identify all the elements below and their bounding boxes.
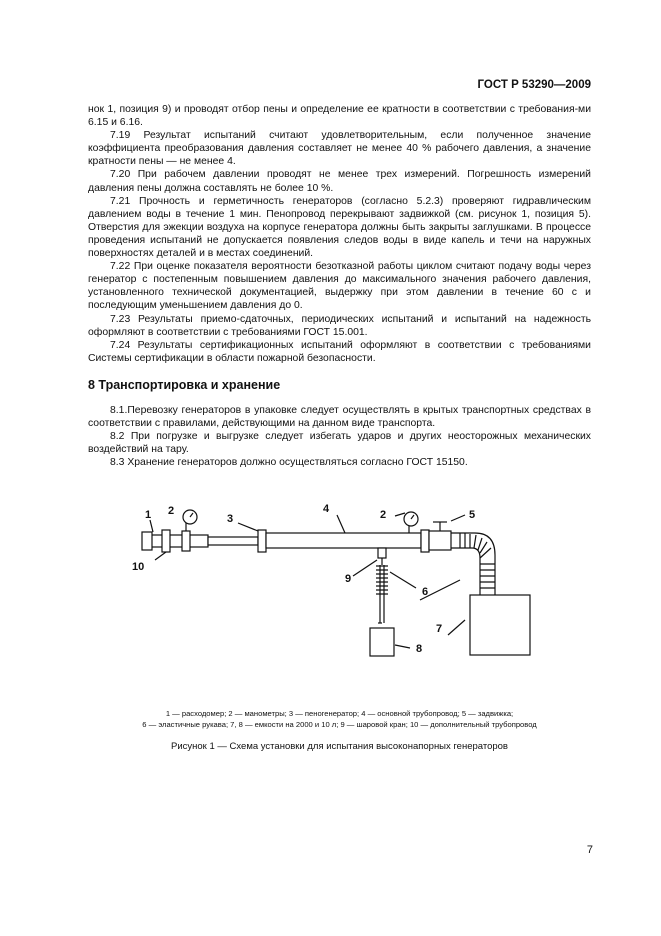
figure-label: 10 [132, 561, 145, 573]
figure-label: 6 [422, 586, 429, 598]
figure-label: 4 [323, 503, 330, 515]
document-header: ГОСТ Р 53290—2009 [477, 79, 591, 91]
paragraph: нок 1, позиция 9) и проводят отбор пены и определение ее кратности в соответствии с требования-ми 6.15 и 6.16. [88, 104, 591, 129]
figure-label: 2 [380, 509, 387, 521]
figure-label: 9 [345, 573, 352, 585]
paragraph: 8.3 Хранение генераторов должно осуществляться согласно ГОСТ 15150. [110, 457, 468, 469]
test-setup-diagram [120, 500, 540, 670]
page-number: 7 [586, 844, 593, 856]
figure-label: 3 [227, 513, 234, 525]
legend-line: 1 — расходомер; 2 — манометры; 3 — пеногенератор; 4 — основной трубопровод; 5 — задвижка; [165, 709, 514, 718]
figure-label: 8 [416, 643, 423, 655]
body-text [88, 103, 591, 469]
figure-label: 2 [168, 505, 175, 517]
paragraph: 7.23 Результаты приемо-сдаточных, периодических испытаний и испытаний на надежность оформляют в соответствии с требованиями ГОСТ 15.001. [88, 313, 591, 338]
figure-label: 1 [145, 509, 152, 521]
paragraph: 8.2 При погрузке и выгрузке следует избегать ударов и других неосторожных механических воздействий на тару. [88, 431, 591, 456]
paragraph: 7.22 При оценке показателя вероятности безотказной работы циклом считают подачу воды через генератор с постепенным повышением давления до максимального значения рабочего давления, установленного технической документацией, выдержку при этом давлении в течение 60 с и последующим уменьшением давления до 0. [88, 261, 591, 312]
figure-label: 7 [436, 623, 443, 635]
legend-line: 6 — эластичные рукава; 7, 8 — емкости на 2000 и 10 л; 9 — шаровой кран; 10 — дополнительный трубопровод [142, 720, 537, 729]
figure-caption: Рисунок 1 — Схема установки для испытания высоконапорных генераторов [171, 741, 508, 752]
paragraph: 7.20 При рабочем давлении проводят не менее трех измерений. Погрешность измерений давления пены должна составлять не более 10 %. [88, 169, 591, 194]
paragraph: 7.19 Результат испытаний считают удовлетворительным, если полученное значение коэффициента преобразования давления составляет не менее 40 % рабочего давления, а значение кратности пены — не менее 4. [88, 130, 591, 168]
figure-label: 5 [469, 509, 476, 521]
paragraph: 7.24 Результаты сертификационных испытаний оформляют в соответствии с требованиями Системы сертификации в области пожарной безопасности. [88, 339, 591, 364]
section-title: 8 Транспортировка и хранение [88, 377, 281, 392]
paragraph: 8.1.Перевозку генераторов в упаковке следует осуществлять в крытых транспортных средствах в соответствии с правилами, действующими на данном виде транспорта. [88, 404, 591, 430]
paragraph: 7.21 Прочность и герметичность генераторов (согласно 5.2.3) проверяют гидравлическим давлением воды в течение 1 мин. Пенопровод перекрывают задвижкой (см. рисунок 1, позиция 5). Отверстия для эжекции воздуха на корпусе генератора должны быть закрыты заглушками. В процессе проведения испытаний не допускается появления следов воды в виде капель и течи на наружных поверхностях деталей и в местах соединений. [88, 195, 591, 260]
figure-legend [88, 708, 591, 730]
